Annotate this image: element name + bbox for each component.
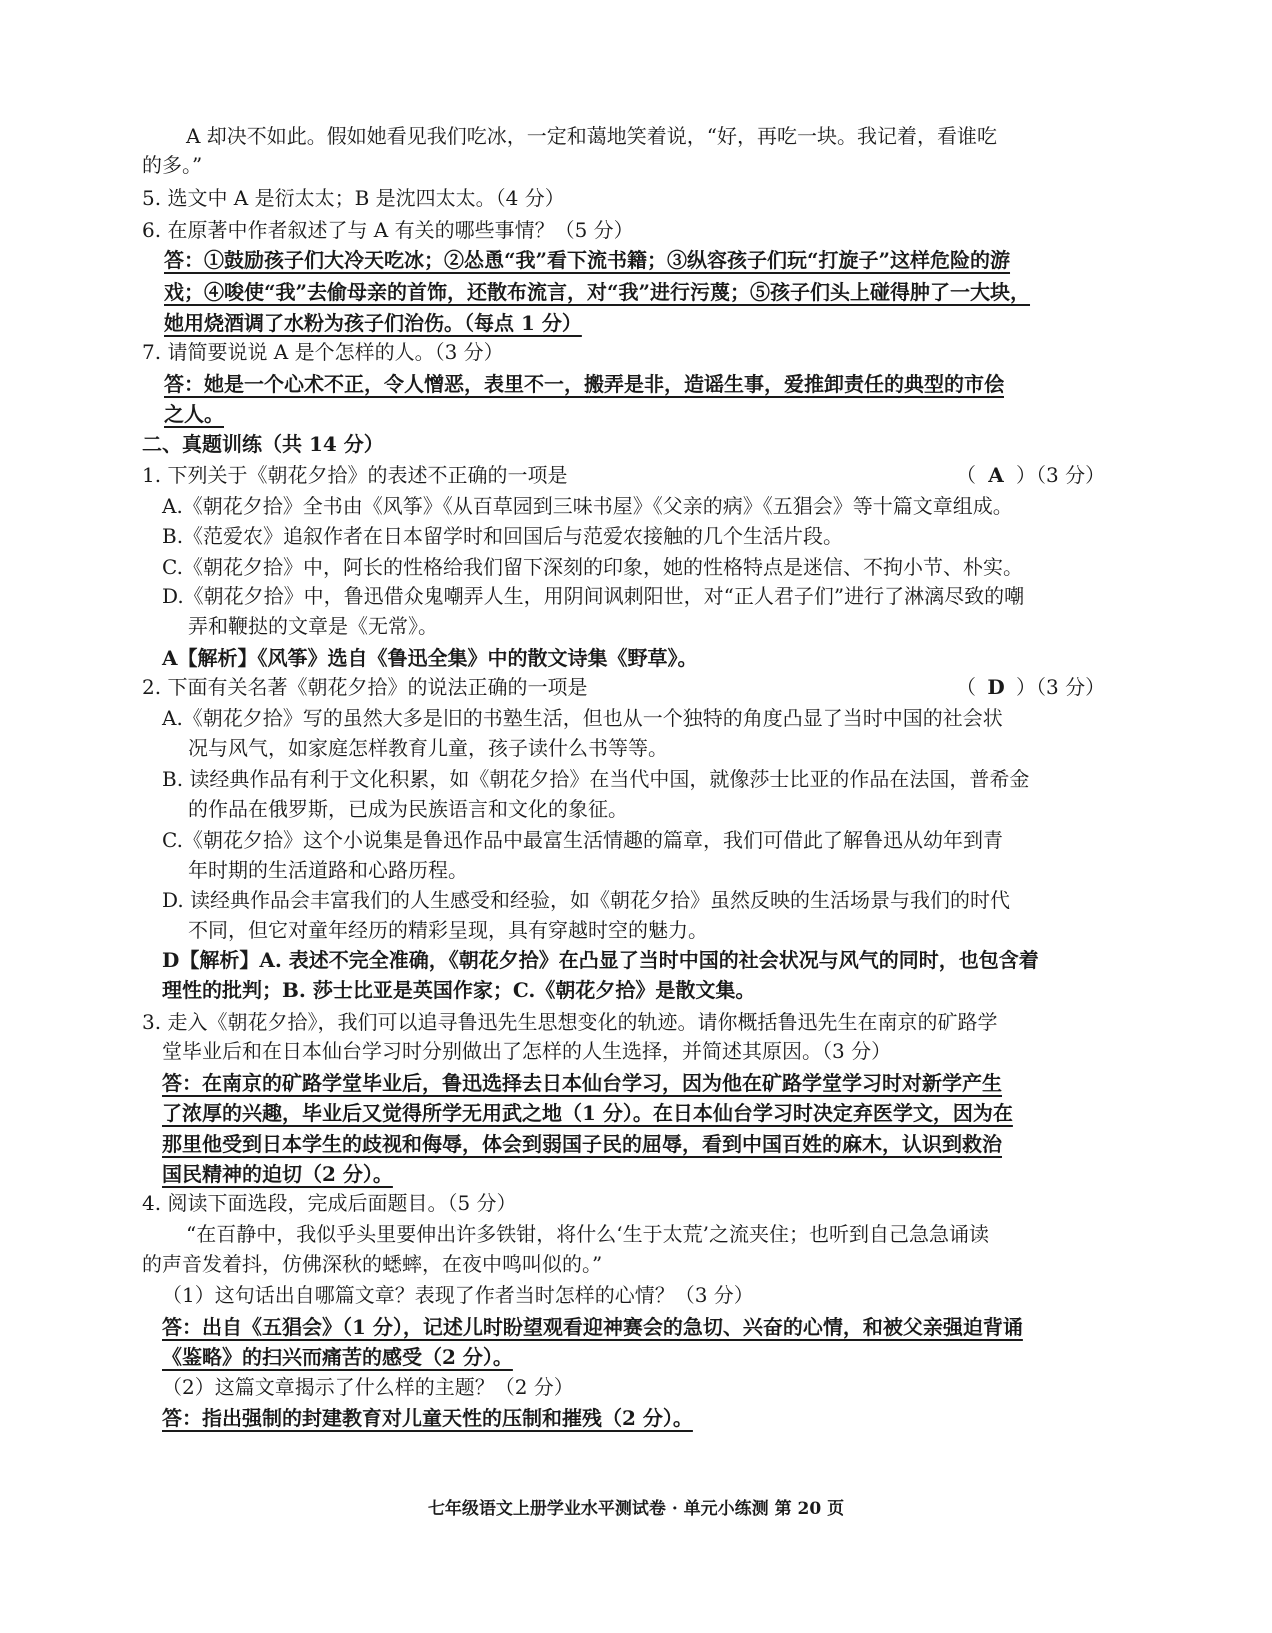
paren-close: ） bbox=[1016, 463, 1036, 487]
question-2: 2. 下面有关名著《朝花夕拾》的说法正确的一项是 bbox=[142, 675, 588, 699]
quote-line: 的声音发着抖，仿佛深秋的蟋蟀，在夜中鸣叫似的。” bbox=[142, 1252, 603, 1276]
question-1-answer: A bbox=[988, 463, 1004, 487]
answer-line: 答：①鼓励孩子们大冷天吃冰；②怂恿“我”看下流书籍；③纵容孩子们玩“打旋子”这样危险的游 bbox=[164, 248, 1011, 272]
page-footer: 七年级语文上册学业水平测试卷 · 单元小练测 第 20 页 bbox=[427, 1499, 845, 1519]
answer-line: 那里他受到日本学生的歧视和侮辱，体会到弱国子民的屈辱，看到中国百姓的麻木，认识到救治 bbox=[162, 1132, 1002, 1156]
question-2-answer-box bbox=[956, 673, 1105, 701]
option-b: B. 读经典作品有利于文化积累，如《朝花夕拾》在当代中国，就像莎士比亚的作品在法国，普希金 bbox=[162, 767, 1030, 791]
question-2-score: （3 分） bbox=[1036, 675, 1106, 699]
option-d-cont: 弄和鞭挞的文章是《无常》。 bbox=[188, 614, 438, 638]
answer-line: 答：指出强制的封建教育对儿童天性的压制和摧残（2 分）。 bbox=[162, 1406, 693, 1430]
passage-line: A 却决不如此。假如她看见我们吃冰，一定和蔼地笑着说，“好，再吃一块。我记着，看谁吃 bbox=[186, 124, 998, 148]
option-a: A.《朝花夕拾》全书由《风筝》《从百草园到三味书屋》《父亲的病》《五猖会》等十篇文章组成。 bbox=[162, 494, 1013, 518]
analysis-line: A【解析】《风筝》选自《鲁迅全集》中的散文诗集《野草》。 bbox=[162, 646, 698, 670]
question-3: 3. 走入《朝花夕拾》，我们可以追寻鲁迅先生思想变化的轨迹。请你概括鲁迅先生在南京的矿路学 bbox=[142, 1010, 998, 1034]
sub-question-1: （1）这句话出自哪篇文章？表现了作者当时怎样的心情？（3 分） bbox=[162, 1283, 754, 1307]
analysis-line: 理性的批判；B. 莎士比亚是英国作家；C.《朝花夕拾》是散文集。 bbox=[162, 978, 756, 1002]
option-d: D.《朝花夕拾》中，鲁迅借众鬼嘲弄人生，用阴间讽刺阳世，对“正人君子们”进行了淋漓尽致的嘲 bbox=[162, 584, 1025, 608]
analysis-line: D【解析】A. 表述不完全准确，《朝花夕拾》在凸显了当时中国的社会状况与风气的同时，也包含着 bbox=[162, 948, 1039, 972]
paren-open: （ bbox=[956, 463, 976, 487]
sub-question-2: （2）这篇文章揭示了什么样的主题？（2 分） bbox=[162, 1375, 574, 1399]
answer-line: 了浓厚的兴趣，毕业后又觉得所学无用武之地（1 分）。在日本仙台学习时决定弃医学文，因为在 bbox=[162, 1101, 1013, 1125]
option-d: D. 读经典作品会丰富我们的人生感受和经验，如《朝花夕拾》虽然反映的生活场景与我们的时代 bbox=[162, 888, 1011, 912]
question-6: 6. 在原著中作者叙述了与 A 有关的哪些事情？（5 分） bbox=[142, 218, 634, 242]
answer-line: 她用烧酒调了水粉为孩子们治伤。（每点 1 分） bbox=[164, 311, 582, 335]
answer-line: 答：她是一个心术不正，令人憎恶，表里不一，搬弄是非，造谣生事，爱推卸责任的典型的市侩 bbox=[164, 372, 1004, 396]
option-c: C.《朝花夕拾》中，阿长的性格给我们留下深刻的印象，她的性格特点是迷信、不拘小节、朴实。 bbox=[162, 555, 1023, 579]
answer-line: 之人。 bbox=[164, 402, 224, 426]
question-5: 5. 选文中 A 是衍太太；B 是沈四太太。（4 分） bbox=[142, 186, 565, 210]
section-heading: 二、真题训练（共 14 分） bbox=[142, 432, 384, 456]
question-1-score: （3 分） bbox=[1036, 463, 1106, 487]
option-b-cont: 的作品在俄罗斯，已成为民族语言和文化的象征。 bbox=[188, 797, 628, 821]
answer-line: 答：出自《五猖会》（1 分），记述儿时盼望观看迎神赛会的急切、兴奋的心情，和被父亲强迫背诵 bbox=[162, 1315, 1023, 1339]
quote-line: “在百静中，我似乎头里要伸出许多铁钳，将什么‘生于太荒’之流夹住；也听到自己急急诵读 bbox=[186, 1222, 989, 1246]
question-3-cont: 堂毕业后和在日本仙台学习时分别做出了怎样的人生选择，并简述其原因。（3 分） bbox=[162, 1039, 892, 1063]
question-4: 4. 阅读下面选段，完成后面题目。（5 分） bbox=[142, 1191, 517, 1215]
answer-line: 戏；④唆使“我”去偷母亲的首饰，还散布流言，对“我”进行污蔑；⑤孩子们头上碰得肿了一大块， bbox=[164, 280, 1031, 304]
question-1-answer-box bbox=[956, 461, 1105, 489]
question-1: 1. 下列关于《朝花夕拾》的表述不正确的一项是 bbox=[142, 463, 568, 487]
option-c: C.《朝花夕拾》这个小说集是鲁迅作品中最富生活情趣的篇章，我们可借此了解鲁迅从幼年到青 bbox=[162, 828, 1003, 852]
option-c-cont: 年时期的生活道路和心路历程。 bbox=[188, 858, 468, 882]
option-a-cont: 况与风气，如家庭怎样教育儿童，孩子读什么书等等。 bbox=[188, 736, 668, 760]
paren-open: （ bbox=[956, 675, 976, 699]
option-d-cont: 不同，但它对童年经历的精彩呈现，具有穿越时空的魅力。 bbox=[188, 918, 708, 942]
question-7: 7. 请简要说说 A 是个怎样的人。（3 分） bbox=[142, 340, 504, 364]
question-2-answer: D bbox=[987, 675, 1005, 699]
option-a: A.《朝花夕拾》写的虽然大多是旧的书塾生活，但也从一个独特的角度凸显了当时中国的社会状 bbox=[162, 706, 1003, 730]
answer-line: 《鉴略》的扫兴而痛苦的感受（2 分）。 bbox=[162, 1345, 513, 1369]
paren-close: ） bbox=[1016, 675, 1036, 699]
passage-line: 的多。” bbox=[142, 153, 203, 177]
answer-line: 国民精神的迫切（2 分）。 bbox=[162, 1162, 393, 1186]
option-b: B.《范爱农》追叙作者在日本留学时和回国后与范爱农接触的几个生活片段。 bbox=[162, 524, 844, 548]
answer-line: 答：在南京的矿路学堂毕业后，鲁迅选择去日本仙台学习，因为他在矿路学堂学习时对新学产生 bbox=[162, 1071, 1002, 1095]
